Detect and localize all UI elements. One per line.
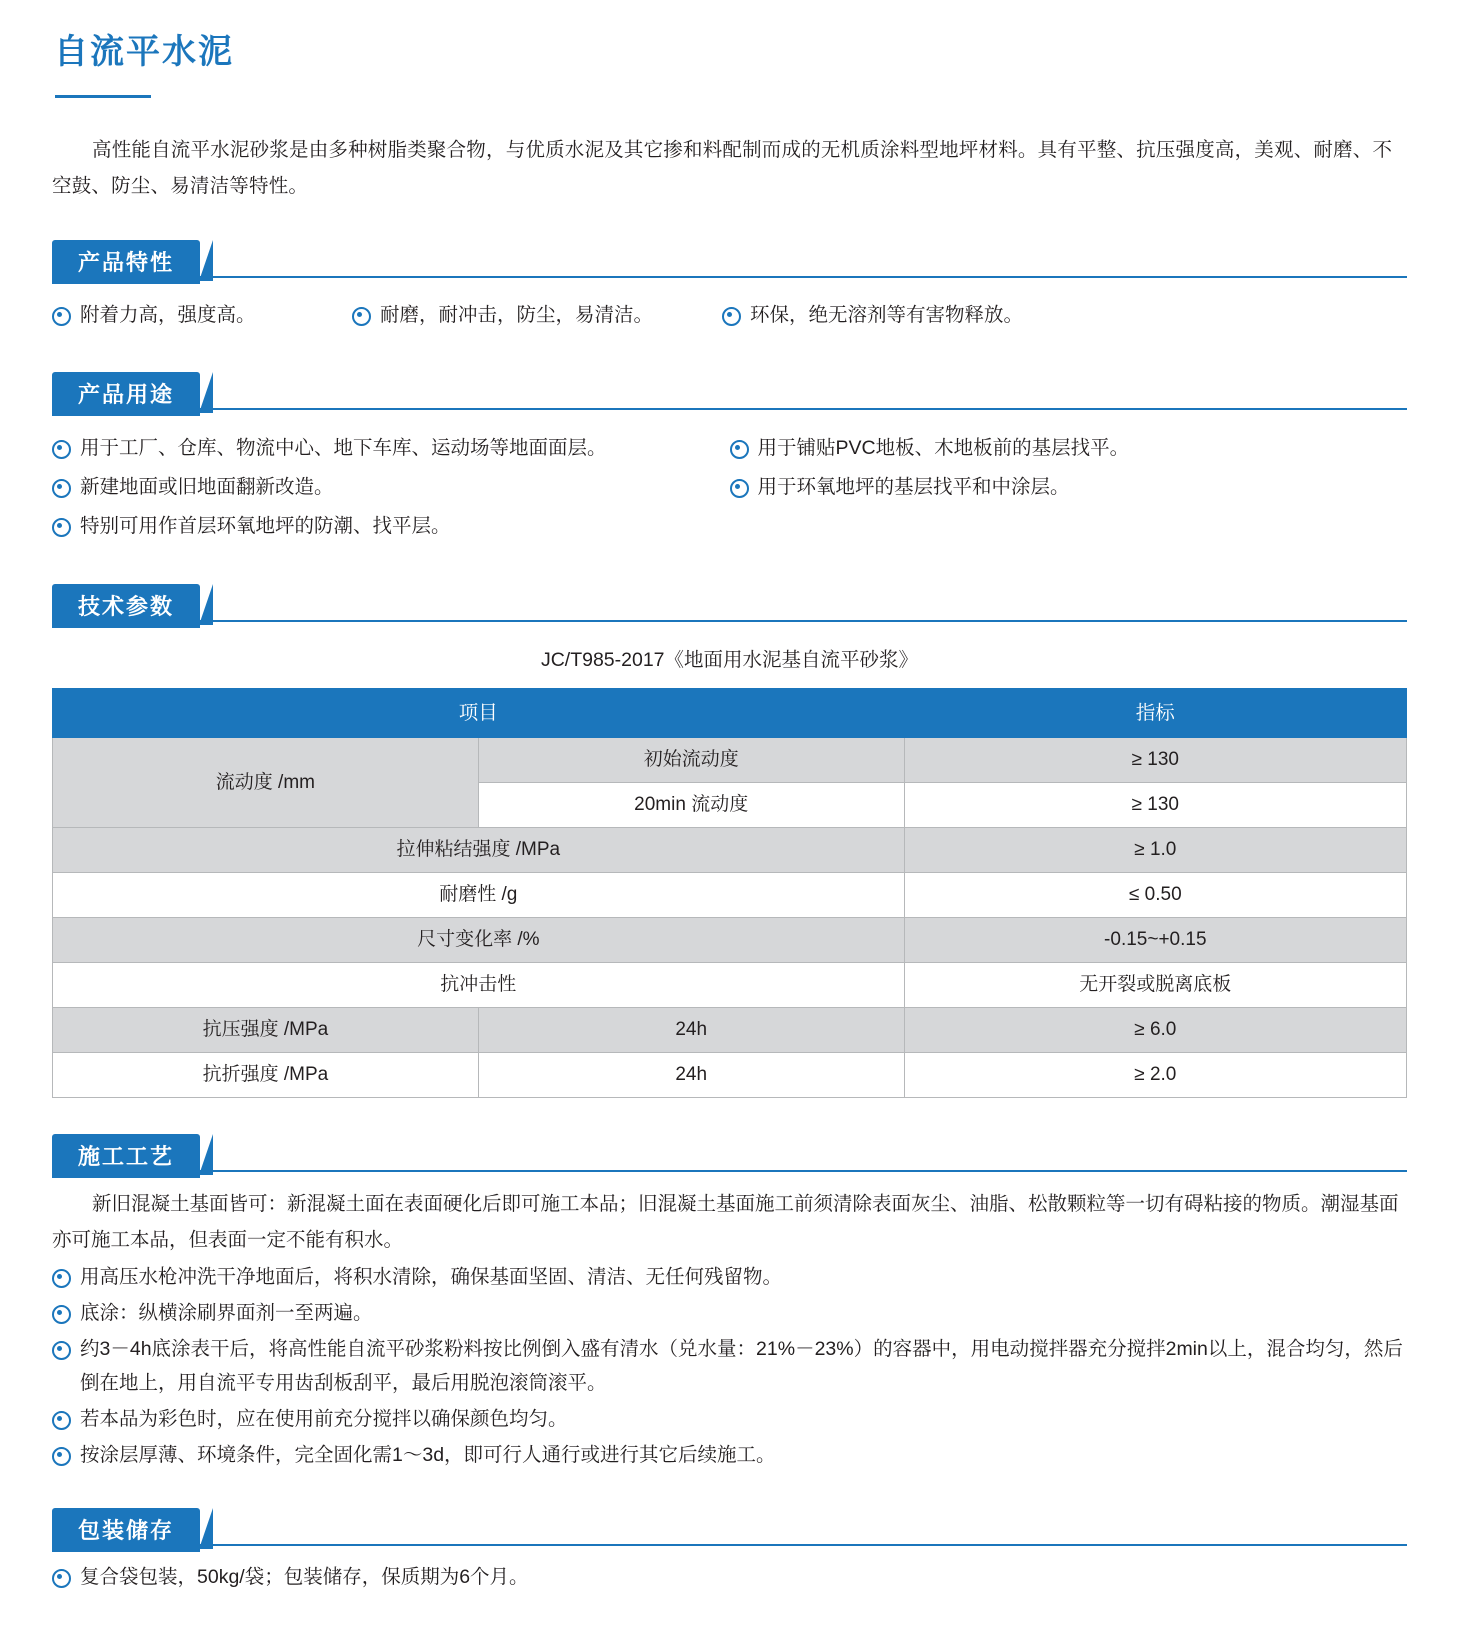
list-item [52,1260,1407,1294]
row-value: -0.15~+0.15 [904,918,1406,963]
column-header-index: 指标 [904,689,1406,738]
bullet-ring-icon [52,1269,71,1288]
bullet-ring-icon [730,479,749,498]
list-item [52,1402,1407,1436]
section-rule [52,408,1407,410]
section-features [52,240,1407,336]
column-header-item: 项目 [53,689,905,738]
row-value: ≥ 2.0 [904,1053,1406,1098]
row-name: 耐磨性 /g [53,873,905,918]
section-rule [52,1544,1407,1546]
list-item [52,509,730,543]
table-row [53,1008,1407,1053]
row-name: 拉伸粘结强度 /MPa [53,828,905,873]
bullet-ring-icon [52,440,71,459]
title-underline [55,95,151,98]
table-row [53,918,1407,963]
list-item-label: 附着力高，强度高。 [80,304,256,326]
section-title-technical: 技术参数 [52,584,200,628]
row-name: 抗冲击性 [53,963,905,1008]
standard-reference: JC/T985-2017《地面用水泥基自流平砂浆》 [540,649,919,671]
row-value: ≥ 1.0 [904,828,1406,873]
list-item [730,470,1408,504]
bullet-ring-icon [722,307,741,326]
section-rule [52,1170,1407,1172]
list-item-label: 特别可用作首层环氧地坪的防潮、找平层。 [80,515,451,537]
list-item-label: 用高压水枪冲洗干净地面后，将积水清除，确保基面坚固、清洁、无任何残留物。 [80,1266,783,1288]
uses-column-left [52,426,730,548]
bullet-ring-icon [52,307,71,326]
list-item [352,298,722,332]
section-technical [52,584,1407,1098]
row-value: ≤ 0.50 [904,873,1406,918]
row-value: ≥ 6.0 [904,1008,1406,1053]
bullet-ring-icon [52,1447,71,1466]
list-item [52,1438,1407,1472]
row-sub: 24h [478,1008,904,1053]
list-item-label: 耐磨，耐冲击，防尘，易清洁。 [380,304,654,326]
row-value: 无开裂或脱离底板 [904,963,1406,1008]
section-title-uses: 产品用途 [52,372,200,416]
table-row [53,738,1407,783]
list-item [52,431,730,465]
page-title: 自流平水泥 [54,33,234,71]
bullet-ring-icon [52,518,71,537]
process-paragraph: 新旧混凝土基面皆可：新混凝土面在表面硬化后即可施工本品；旧混凝土基面施工前须清除表面灰尘、油脂、松散颗粒等一切有碍粘接的物质。潮湿基面亦可施工本品，但表面一定不能有积水。 [52,1193,1399,1251]
row-sub: 初始流动度 [478,738,904,783]
bullet-ring-icon [52,1341,71,1360]
row-name: 抗压强度 /MPa [53,1008,479,1053]
bullet-ring-icon [352,307,371,326]
section-header-packaging [52,1508,1407,1546]
packaging-list [52,1560,1407,1594]
bullet-ring-icon [52,1569,71,1588]
section-title-process: 施工工艺 [52,1134,200,1178]
bullet-ring-icon [730,440,749,459]
list-item [52,1332,1407,1400]
table-row [53,1053,1407,1098]
row-value: ≥ 130 [904,783,1406,828]
section-header-technical [52,584,1407,622]
section-rule [52,276,1407,278]
bullet-ring-icon [52,1411,71,1430]
list-item [730,431,1408,465]
row-sub: 24h [478,1053,904,1098]
section-header-process [52,1134,1407,1172]
list-item-label: 约3－4h底涂表干后，将高性能自流平砂浆粉料按比例倒入盛有清水（兑水量：21%－23%）的容器中，用电动搅拌器充分搅拌2min以上，混合均匀，然后倒在地上，用自流平专用齿刮板刮平，最后用脱泡滚筒滚平。 [80,1338,1403,1394]
features-list [52,294,1407,336]
section-header-uses [52,372,1407,410]
uses-column-right [730,426,1408,548]
row-name: 流动度 /mm [53,738,479,828]
list-item [52,1560,1407,1594]
section-title-features: 产品特性 [52,240,200,284]
list-item [722,298,1023,332]
list-item-label: 新建地面或旧地面翻新改造。 [80,476,334,498]
row-name: 尺寸变化率 /% [53,918,905,963]
table-row [53,873,1407,918]
bullet-ring-icon [52,1305,71,1324]
process-list [52,1260,1407,1472]
section-title-packaging: 包装储存 [52,1508,200,1552]
technical-parameters-table [52,688,1407,1098]
section-rule [52,620,1407,622]
table-row [53,963,1407,1008]
list-item-label: 底涂：纵横涂刷界面剂一至两遍。 [80,1302,373,1324]
table-header-row [53,689,1407,738]
section-uses [52,372,1407,548]
row-sub: 20min 流动度 [478,783,904,828]
list-item [52,470,730,504]
bullet-ring-icon [52,479,71,498]
intro-paragraph: 高性能自流平水泥砂浆是由多种树脂类聚合物，与优质水泥及其它掺和料配制而成的无机质涂料型地坪材料。具有平整、抗压强度高，美观、耐磨、不空鼓、防尘、易清洁等特性。 [52,139,1393,197]
list-item-label: 若本品为彩色时，应在使用前充分搅拌以确保颜色均匀。 [80,1408,568,1430]
list-item [52,298,352,332]
table-row [53,828,1407,873]
section-process [52,1134,1407,1472]
section-packaging [52,1508,1407,1594]
list-item-label: 复合袋包装，50kg/袋；包装储存，保质期为6个月。 [80,1566,529,1588]
list-item-label: 环保，绝无溶剂等有害物释放。 [750,304,1024,326]
list-item [52,1296,1407,1330]
list-item-label: 按涂层厚薄、环境条件，完全固化需1～3d，即可行人通行或进行其它后续施工。 [80,1444,776,1466]
list-item-label: 用于工厂、仓库、物流中心、地下车库、运动场等地面面层。 [80,437,607,459]
list-item-label: 用于铺贴PVC地板、木地板前的基层找平。 [757,437,1130,459]
section-header-features [52,240,1407,278]
row-name: 抗折强度 /MPa [53,1053,479,1098]
list-item-label: 用于环氧地坪的基层找平和中涂层。 [757,476,1070,498]
row-value: ≥ 130 [904,738,1406,783]
uses-grid [52,426,1407,548]
